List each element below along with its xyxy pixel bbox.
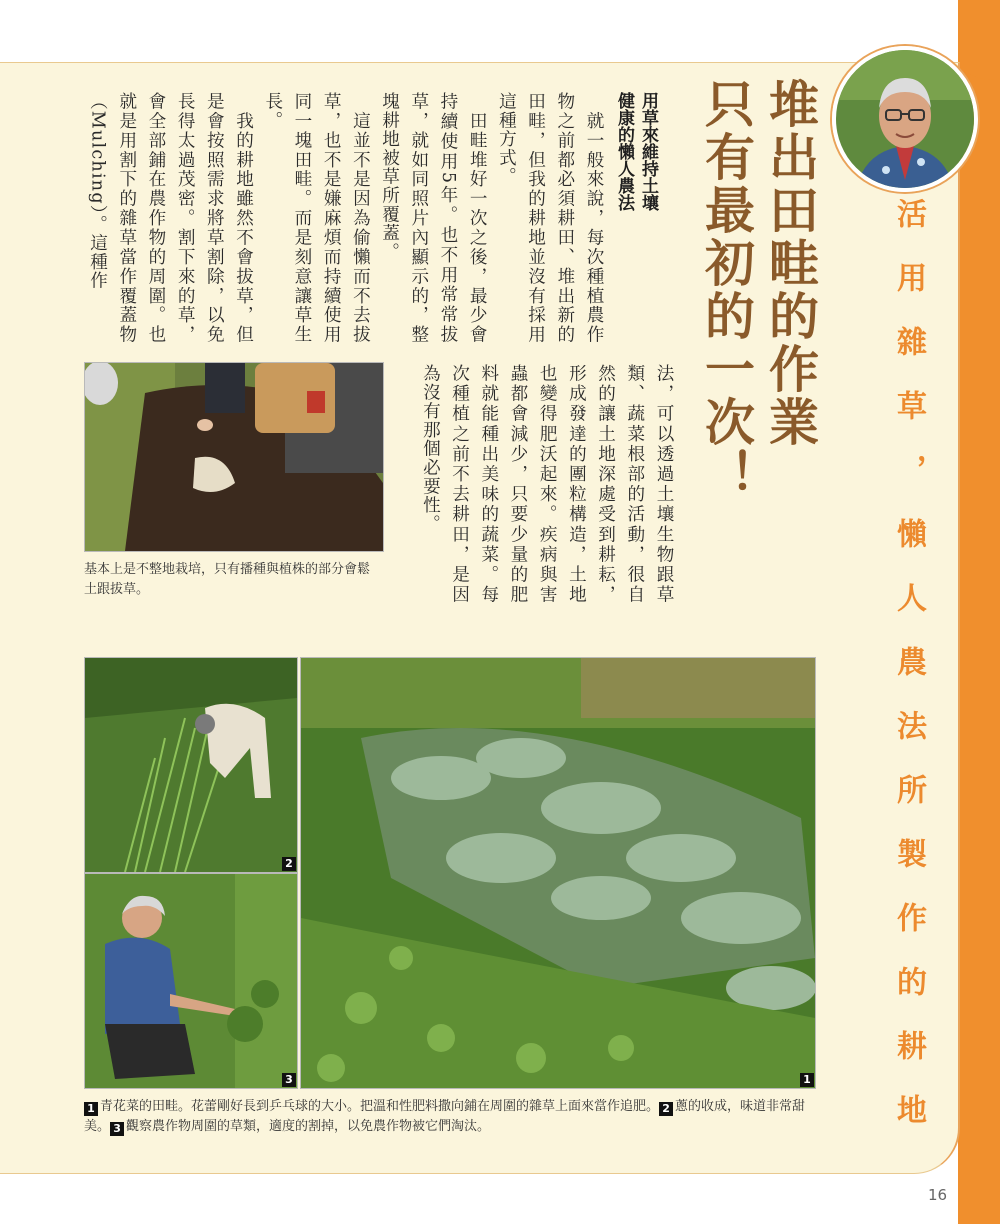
photo3-number-badge: 3: [282, 1073, 296, 1087]
caption-text-1: 青花菜的田畦。花蕾剛好長到乒乓球的大小。把溫和性肥料撒向鋪在周圍的雜草上面來當作追肥。: [100, 1099, 660, 1114]
edge-cover: [935, 0, 958, 62]
page-edge-band: [958, 0, 1000, 1224]
body-text-part1: 就一般來說，每次種植農作物之前都必須耕田、堆出新的田畦，但我的耕地並沒有採用這種方式。 田畦堆好一次之後，最少會持續使用5年。也不用常常拔草，就如同照片內顯示的，整塊耕地被草所覆蓋。 這並不是因為偷懶而不去拔草，也不是嫌麻煩而持續使用同一塊田畦。而是刻意讓草生長。 我的耕地雖然不會拔草，但是會按照需求將草割除，以免長得太過茂密。割下來的草，會全部鋪在農作物的周圍。也就是用割下的雜草當作覆蓋物（Mulching）。這種作: [87, 92, 604, 344]
body-text-part2: 法，可以透過土壤生物跟草類、蔬菜根部的活動，很自然的讓土地深處受到耕耘，形成發達的團粒構造，土地也變得肥沃起來。疾病與害蟲都會減少，只要少量的肥料就能種出美味的蔬菜。每次種植之前不去耕田，是因為沒有那個必要性。: [420, 364, 674, 604]
caption-text-2: 蔥的收成，味道非常甜美。: [84, 1099, 806, 1134]
caption-top-photo: 基本上是不整地栽培，只有播種與植株的部分會鬆土跟拔草。: [84, 562, 371, 597]
photo-green-onion: [84, 657, 298, 873]
caption-number-1: 1: [84, 1102, 98, 1116]
photo2-number-badge: 2: [282, 857, 296, 871]
photo1-number-badge: 1: [800, 1073, 814, 1087]
caption-number-3: 3: [110, 1122, 124, 1136]
photo-soil-loosening: [84, 362, 384, 552]
author-portrait: [832, 46, 978, 192]
caption-bottom-photos: [84, 1097, 824, 1137]
photo-observing-weeds: [84, 873, 298, 1089]
section-side-title: 活用雜草，懶人農法所製作的耕地: [891, 198, 926, 1158]
page-number: 16: [928, 1186, 948, 1204]
subheading: 用草來維持土壤 健康的懶人農法: [614, 92, 658, 211]
caption-number-2: 2: [659, 1102, 673, 1116]
caption-text-3: 觀察農作物周圍的草類，適度的割掉，以免農作物被它們淘汰。: [126, 1119, 491, 1134]
headline: 堆出田畦的作業 只有最初的一次！: [697, 78, 819, 502]
photo-broccoli-bed: [300, 657, 816, 1089]
